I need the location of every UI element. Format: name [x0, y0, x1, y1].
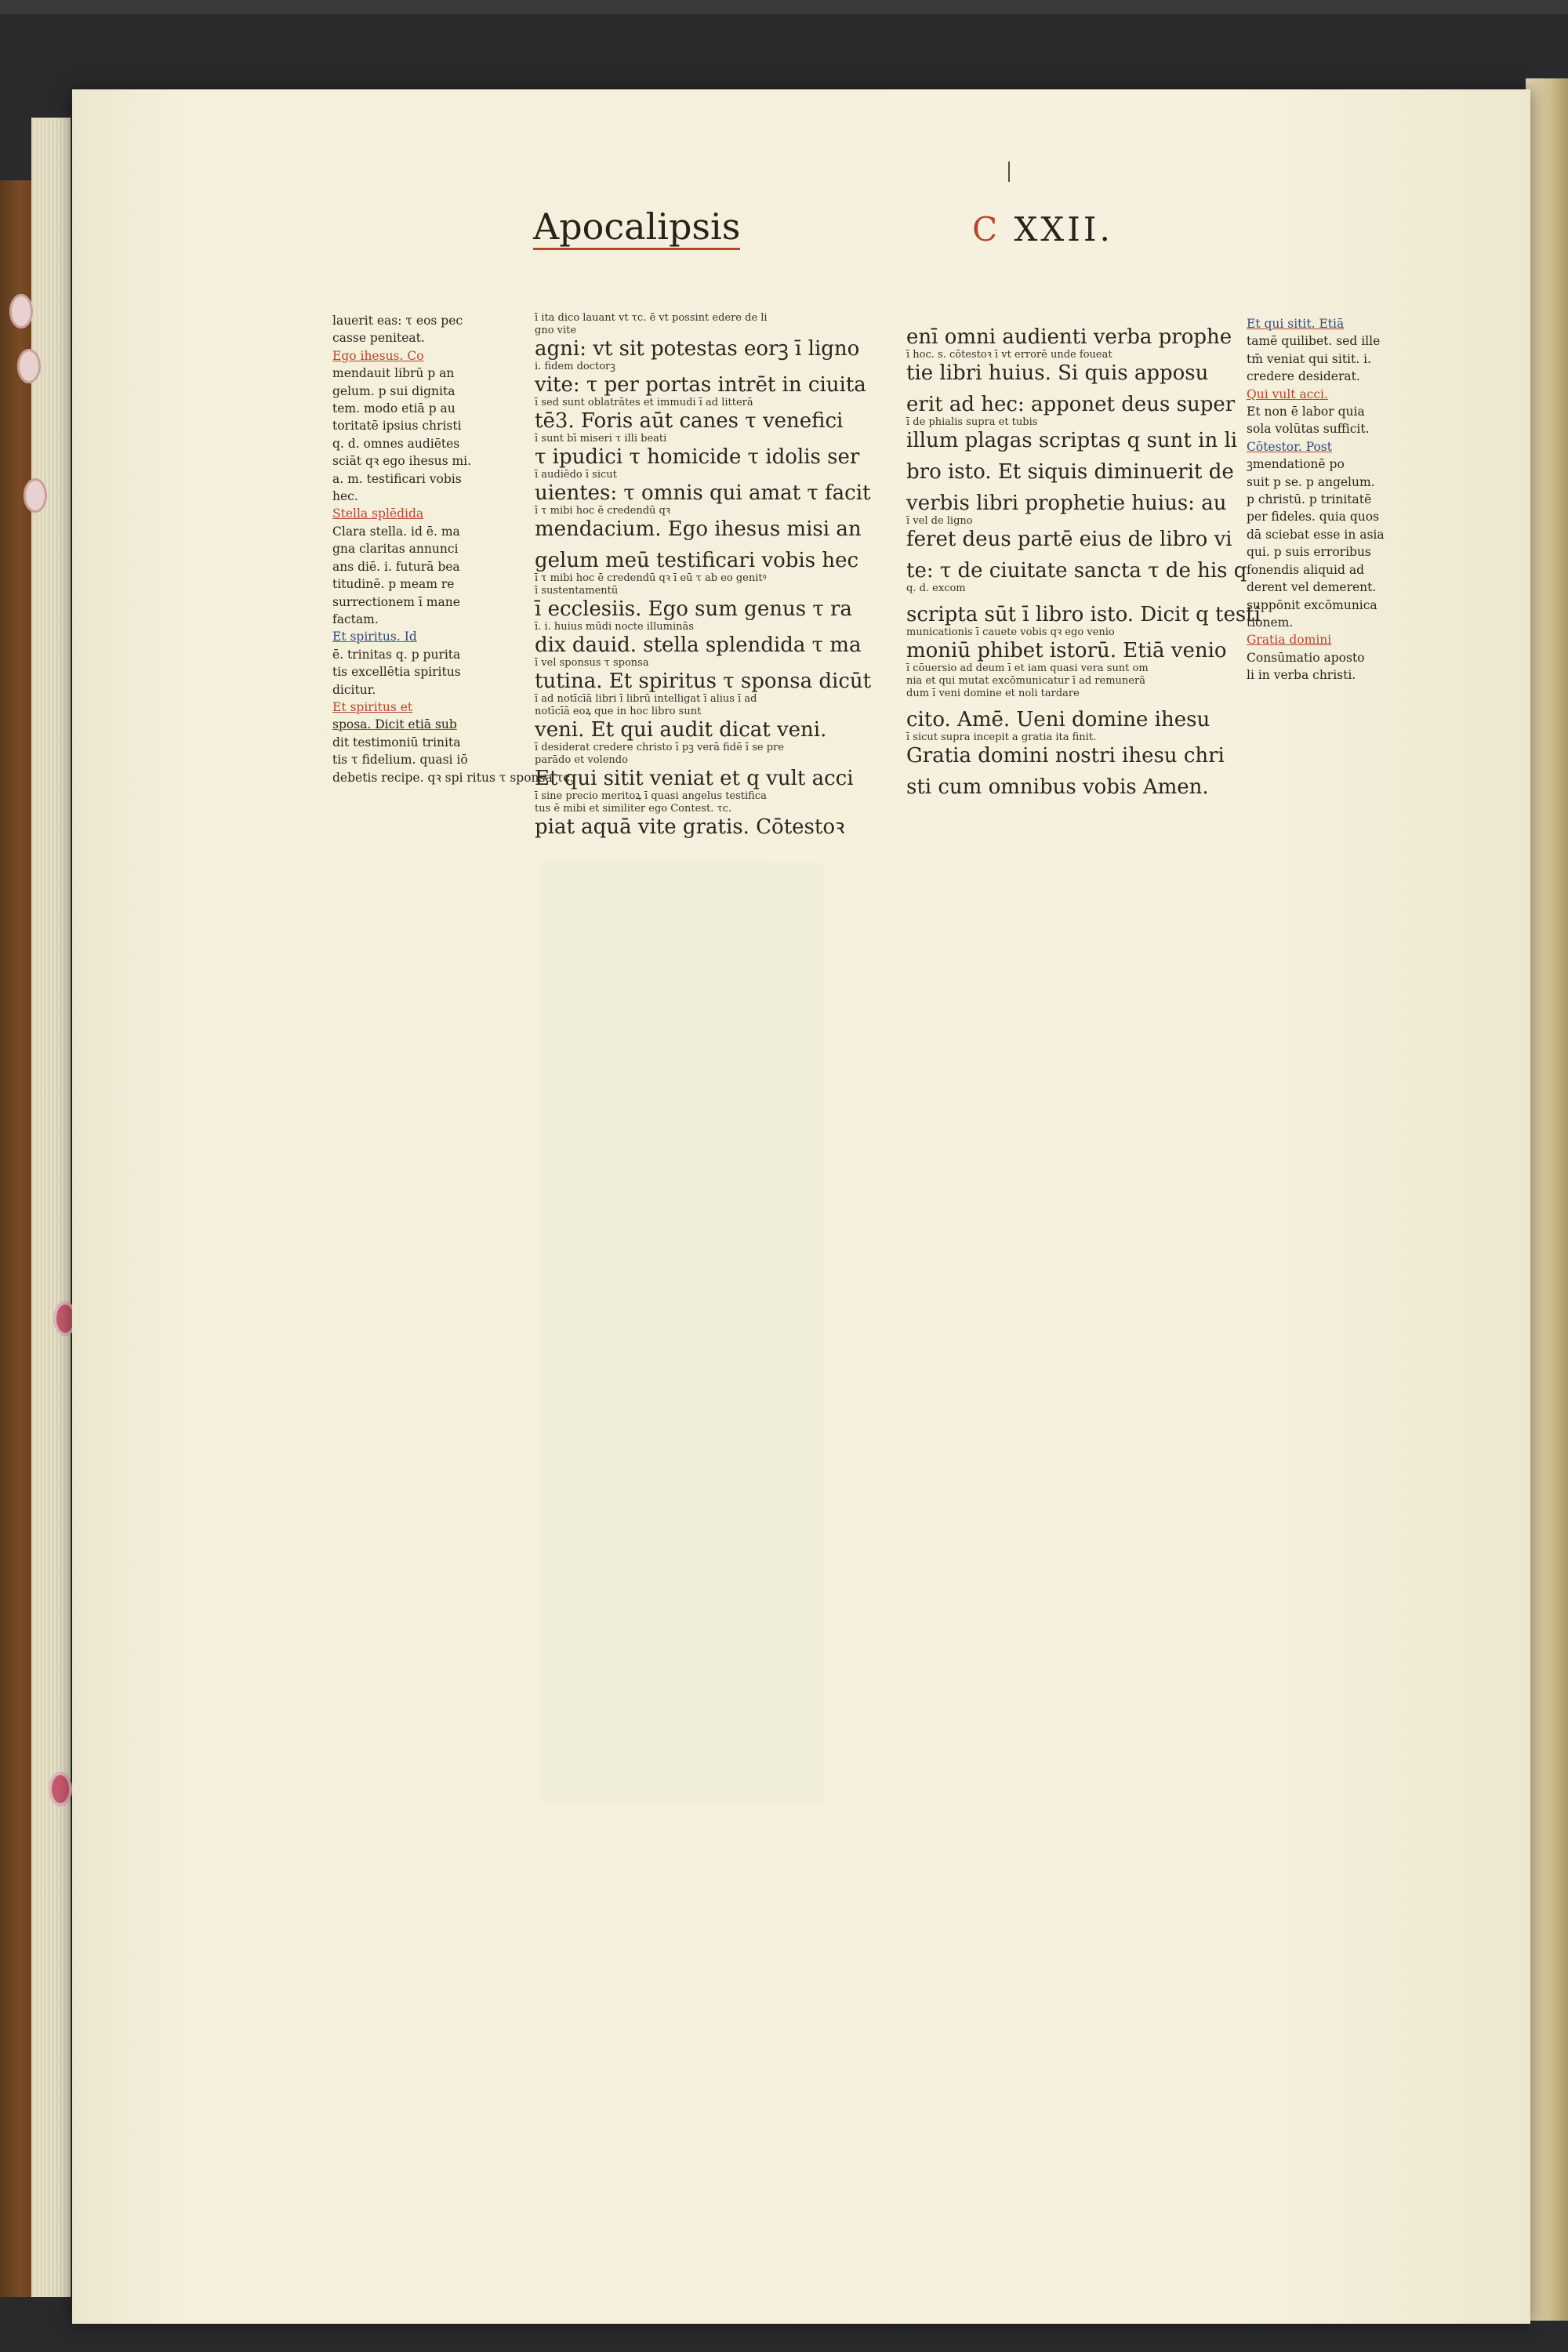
- gloss-line: Consūmatio aposto: [1247, 650, 1365, 665]
- interlinear-gloss: q. d. excom: [906, 583, 966, 594]
- interlinear-gloss: i. fidem doctorꝫ: [535, 361, 615, 372]
- text-line: piat aquā vite gratis. Cōtestoꝛ: [535, 815, 845, 839]
- gloss-line: gna claritas annunci: [332, 542, 459, 557]
- gloss-line: Et non ē labor quia: [1247, 405, 1365, 419]
- gloss-line: per fideles. quia quos: [1247, 510, 1380, 524]
- page-tab: [49, 1772, 72, 1806]
- gloss-line: dicitur.: [332, 682, 376, 697]
- text-line: erit ad hec: apponet deus super: [906, 393, 1236, 416]
- gloss-line: suppōnit excōmunica: [1247, 597, 1377, 612]
- gloss-line: sciāt qꝛ ego ihesus mi.: [332, 454, 472, 469]
- gloss-line: mendauit librū p an: [332, 366, 455, 381]
- interlinear-gloss: notīcīā eoꝝ que in hoc libro sunt: [535, 706, 702, 717]
- gloss-lemma: Qui vult acci.: [1247, 387, 1328, 401]
- gloss-line: credere desiderat.: [1247, 369, 1360, 384]
- gloss-line: hec.: [332, 489, 358, 504]
- interlinear-gloss: ī τ mibi hoc ē credendū qꝛ ī eū τ ab eo genitꝰ: [535, 572, 767, 584]
- interlinear-gloss: nia et qui mutat excōmunicatur ī ad remunerā: [906, 675, 1145, 687]
- text-line: feret deus partē eius de libro vi: [906, 528, 1232, 551]
- main-text-column-right: [906, 325, 1261, 799]
- interlinear-gloss: municationis ī cauete vobis qꝛ ego venio: [906, 626, 1115, 638]
- page-tab: [9, 294, 33, 328]
- interlinear-gloss: ī de phialis supra et tubis: [906, 416, 1038, 428]
- interlinear-gloss: ī sustentamentū: [535, 585, 619, 597]
- page-tab: [17, 349, 41, 383]
- right-marginal-gloss: [1247, 315, 1403, 684]
- ink-mark: [1008, 162, 1010, 182]
- gloss-line: dit testimoniū trinita: [332, 735, 461, 750]
- gloss-line: dā sciebat esse in asia: [1247, 527, 1385, 542]
- top-strip: [0, 0, 1568, 14]
- gloss-line: ꝫmendationē po: [1247, 457, 1345, 472]
- gloss-line: debetis recipe. qꝛ spi ritus τ sponsa τc.: [332, 770, 574, 785]
- page-tab: [24, 478, 47, 513]
- interlinear-gloss: ī ita dico lauant vt τc. ē vt possint edere de li: [535, 312, 768, 324]
- gloss-line: p christū. p trinitatē: [1247, 492, 1372, 507]
- text-line: verbis libri prophetie huius: au: [906, 492, 1227, 515]
- gloss-line: toritatē ipsius christi: [332, 419, 462, 434]
- text-line: gelum meū testificari vobis hec: [535, 549, 859, 572]
- chapter-letter: C: [972, 210, 1001, 249]
- gloss-line: li in verba christi.: [1247, 668, 1356, 683]
- interlinear-gloss: ī audiēdo ī sicut: [535, 469, 617, 481]
- text-line: bro isto. Et siquis diminuerit de: [906, 460, 1234, 484]
- text-line: illum plagas scriptas q sunt in li: [906, 429, 1238, 452]
- text-line: sti cum omnibus vobis Amen.: [906, 775, 1209, 799]
- text-line: tutina. Et spiritus τ sponsa dicūt: [535, 670, 872, 693]
- gloss-lemma: Et qui sitit. Etiā: [1247, 317, 1345, 331]
- running-head: [533, 205, 740, 248]
- chapter-numeral: XXII.: [1014, 210, 1113, 249]
- gloss-line: gelum. p sui dignita: [332, 383, 456, 398]
- gloss-lemma: Cōtestor. Post: [1247, 439, 1332, 454]
- interlinear-gloss: ī desiderat credere christo ī pꝫ verā fidē ī se pre: [535, 742, 784, 753]
- gloss-line: tis τ fidelium. quasi iō: [332, 753, 468, 768]
- gloss-line: casse peniteat.: [332, 331, 425, 346]
- gloss-line: tis excellētia spiritus: [332, 665, 461, 680]
- text-line: Et qui sitit veniat et q vult acci: [535, 767, 854, 790]
- interlinear-gloss: dum ī veni domine et noli tardare: [906, 688, 1080, 699]
- gloss-line: titudinē. p meam re: [332, 577, 455, 592]
- book-title: Apocalipsis: [533, 205, 740, 250]
- interlinear-gloss: tus ē mibi et similiter ego Contest. τc.: [535, 803, 732, 815]
- text-line: veni. Et qui audit dicat veni.: [535, 718, 827, 742]
- gloss-line: ē. trinitas q. p purita: [332, 647, 461, 662]
- text-line: enī omni audienti verba prophe: [906, 325, 1232, 349]
- text-line: agni: vt sit potestas eorꝫ ī ligno: [535, 337, 860, 361]
- text-line: uientes: τ omnis qui amat τ facit: [535, 481, 871, 505]
- gloss-line: qui. p suis erroribus: [1247, 545, 1371, 560]
- right-board: [1526, 78, 1568, 2321]
- interlinear-gloss: ī. i. huius mūdi nocte illuminās: [535, 621, 694, 633]
- text-line: Gratia domini nostri ihesu chri: [906, 744, 1225, 768]
- interlinear-gloss: ī hoc. s. cōtestoꝛ ī vt errorē unde foueat: [906, 349, 1112, 361]
- gloss-line: fonendis aliquid ad: [1247, 562, 1364, 577]
- gloss-line: sola volūtas sufficit.: [1247, 422, 1370, 437]
- interlinear-gloss: ī cōuersio ad deum ī et iam quasi vera sunt om: [906, 662, 1149, 674]
- text-line: mendacium. Ego ihesus misi an: [535, 517, 862, 541]
- chapter-number: [972, 210, 1113, 249]
- text-line: tē3. Foris aūt canes τ venefici: [535, 409, 844, 433]
- gloss-line: a. m. testificari vobis: [332, 471, 462, 486]
- gloss-line: lauerit eas: τ eos pec: [332, 314, 463, 328]
- text-line: ī ecclesiis. Ego sum genus τ ra: [535, 597, 852, 621]
- interlinear-gloss: parādo et volendo: [535, 754, 628, 766]
- page-edges: [31, 118, 71, 2297]
- gloss-lemma: Stella splēdida: [332, 506, 424, 521]
- text-line: vite: τ per portas intrēt in ciuita: [535, 373, 866, 397]
- gloss-lemma: Gratia domini: [1247, 633, 1332, 648]
- gloss-line: suit p se. p angelum.: [1247, 474, 1375, 489]
- interlinear-gloss: ī vel de ligno: [906, 515, 973, 527]
- gloss-line: tem. modo etiā p au: [332, 401, 456, 416]
- text-line: scripta sūt ī libro isto. Dicit q testi: [906, 603, 1261, 626]
- gloss-line: tm̄ veniat qui sitit. i.: [1247, 351, 1371, 366]
- interlinear-gloss: ī sicut supra incepit a gratia ita finit.: [906, 731, 1097, 743]
- gloss-line: derent vel demerent.: [1247, 580, 1377, 595]
- gloss-lemma: Et spiritus. Id: [332, 630, 417, 644]
- gloss-lemma: sposa. Dicit etiā sub: [332, 717, 457, 732]
- text-line: tie libri huius. Si quis apposu: [906, 361, 1209, 385]
- gloss-line: surrectionem ī mane: [332, 594, 460, 609]
- gloss-lemma: Et spiritus et: [332, 699, 413, 714]
- interlinear-gloss: gno vite: [535, 325, 577, 336]
- gloss-line: Clara stella. id ē. ma: [332, 524, 460, 539]
- text-line: moniū phibet istorū. Etiā venio: [906, 639, 1227, 662]
- interlinear-gloss: ī ad notīcīā libri ī librū intelligat ī alius ī ad: [535, 693, 757, 705]
- interlinear-gloss: ī sine precio meritoꝝ ī quasi angelus testifica: [535, 790, 767, 802]
- interlinear-gloss: ī τ mibi hoc ē credendū qꝛ: [535, 505, 671, 517]
- gloss-line: factam.: [332, 612, 379, 626]
- gloss-line: q. d. omnes audiētes: [332, 436, 460, 451]
- gloss-line: ans diē. i. futurā bea: [332, 559, 460, 574]
- text-line: dix dauid. stella splendida τ ma: [535, 633, 862, 657]
- gloss-line: tionem.: [1247, 615, 1294, 630]
- main-text-column-left: [535, 312, 872, 839]
- text-line: cito. Amē. Ueni domine ihesu: [906, 708, 1210, 731]
- gloss-line: tamē quilibet. sed ille: [1247, 334, 1381, 349]
- gloss-lemma: Ego ihesus. Co: [332, 348, 424, 363]
- interlinear-gloss: ī sunt bī miseri τ illi beati: [535, 433, 667, 445]
- text-line: τ ipudici τ homicide τ idolis ser: [535, 445, 860, 469]
- page-stain: [541, 862, 823, 1803]
- text-line: te: τ de ciuitate sancta τ de his q: [906, 559, 1247, 583]
- interlinear-gloss: ī vel sponsus τ sponsa: [535, 657, 649, 669]
- interlinear-gloss: ī sed sunt oblatrātes et immudi ī ad litterā: [535, 397, 753, 408]
